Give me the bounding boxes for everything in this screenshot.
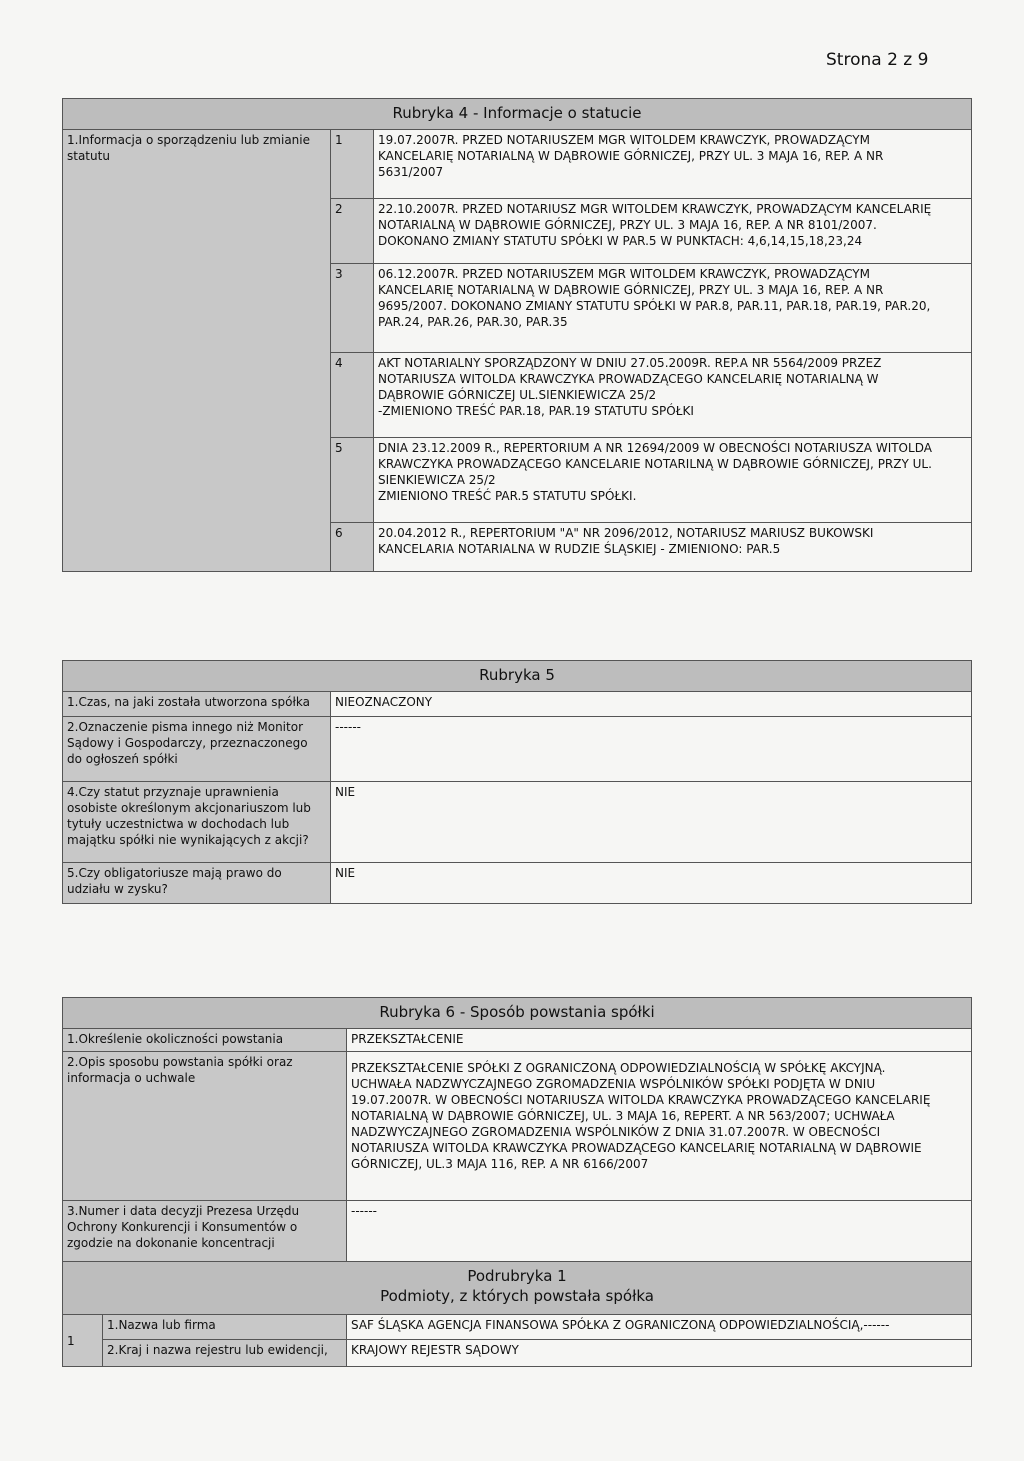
field-label: 5.Czy obligatoriusze mają prawo do udziału w zysku? [63,863,331,904]
field-label: 4.Czy statut przyznaje uprawnienia osobiste określonym akcjonariuszom lub tytuły uczestnictwa w dochodach lub majątku spółki nie wynikających z akcji? [63,782,331,863]
rubryka-5-title: Rubryka 5 [63,661,972,692]
field-label: 1.Czas, na jaki została utworzona spółka [63,692,331,717]
field-label: 2.Opis sposobu powstania spółki oraz informacja o uchwale [63,1052,347,1201]
entry-value: DNIA 23.12.2009 R., REPERTORIUM A NR 12694/2009 W OBECNOŚCI NOTARIUSZA WITOLDA KRAWCZYKA PROWADZĄCEGO KANCELARIE NOTARILNĄ W DĄBROWIE GÓRNICZEJ, PRZY UL. SIENKIEWICZA 25/2 ZMIENIONO TREŚĆ PAR.5 STATUTU SPÓŁKI. [374,438,972,523]
entry-value: 06.12.2007R. PRZED NOTARIUSZEM MGR WITOLDEM KRAWCZYK, PROWADZĄCYM KANCELARIĘ NOTARIALNĄ W DĄBROWIE GÓRNICZEJ, PRZY UL. 3 MAJA 16, REP. A NR 9695/2007. DOKONANO ZMIANY STATUTU SPÓŁKI W PAR.8, PAR.11, PAR.18, PAR.19, PAR.20, PAR.24, PAR.26, PAR.30, PAR.35 [374,264,972,353]
field-value: NIEOZNACZONY [331,692,972,717]
entry-number: 1 [331,130,374,199]
entry-number: 3 [331,264,374,353]
field-label: 2.Kraj i nazwa rejestru lub ewidencji, [103,1340,347,1367]
field-value: PRZEKSZTAŁCENIE SPÓŁKI Z OGRANICZONĄ ODPOWIEDZIALNOŚCIĄ W SPÓŁKĘ AKCYJNĄ. UCHWAŁA NADZWYCZAJNEGO ZGROMADZENIA WSPÓLNIKÓW SPÓŁKI PODJĘTA W DNIU 19.07.2007R. W OBECNOŚCI NOTARIUSZA WITOLDA KRAWCZYKA PROWADZĄCEGO KANCELARIĘ NOTARIALNĄ W DĄBROWIE GÓRNICZEJ, UL. 3 MAJA 16, REPERT. A NR 563/2007; UCHWAŁA NADZWYCZAJNEGO ZGROMADZENIA WSPÓLNIKÓW Z DNIA 31.07.2007R. W OBECNOŚCI NOTARIUSZA WITOLDA KRAWCZYKA PROWADZĄCEGO KANCELARIĘ NOTARIALNĄ W DĄBROWIE GÓRNICZEJ, UL.3 MAJA 116, REP. A NR 6166/2007 [347,1052,972,1201]
field-value: NIE [331,863,972,904]
rubryka-4-label: 1.Informacja o sporządzeniu lub zmianie statutu [63,130,331,572]
field-label: 1.Nazwa lub firma [103,1315,347,1340]
entry-number: 6 [331,523,374,572]
field-value: PRZEKSZTAŁCENIE [347,1029,972,1052]
field-label: 1.Określenie okoliczności powstania [63,1029,347,1052]
field-value: KRAJOWY REJESTR SĄDOWY [347,1340,972,1367]
entry-value: 22.10.2007R. PRZED NOTARIUSZ MGR WITOLDEM KRAWCZYK, PROWADZĄCYM KANCELARIĘ NOTARIALNĄ W DĄBROWIE GÓRNICZEJ, PRZY UL. 3 MAJA 16, REP. A NR 8101/2007. DOKONANO ZMIANY STATUTU SPÓŁKI W PAR.5 W PUNKTACH: 4,6,14,15,18,23,24 [374,199,972,264]
field-value: NIE [331,782,972,863]
entry-number: 5 [331,438,374,523]
entry-number: 4 [331,353,374,438]
entry-number: 2 [331,199,374,264]
field-value: ------ [347,1201,972,1262]
entry-value: 19.07.2007R. PRZED NOTARIUSZEM MGR WITOLDEM KRAWCZYK, PROWADZĄCYM KANCELARIĘ NOTARIALNĄ W DĄBROWIE GÓRNICZEJ, PRZY UL. 3 MAJA 16, REP. A NR 5631/2007 [374,130,972,199]
entry-value: 20.04.2012 R., REPERTORIUM "A" NR 2096/2012, NOTARIUSZ MARIUSZ BUKOWSKI KANCELARIA NOTARIALNA W RUDZIE ŚLĄSKIEJ - ZMIENIONO: PAR.5 [374,523,972,572]
field-value: SAF ŚLĄSKA AGENCJA FINANSOWA SPÓŁKA Z OGRANICZONĄ ODPOWIEDZIALNOŚCIĄ,------ [347,1315,972,1340]
subject-number: 1 [63,1315,103,1367]
entry-value: AKT NOTARIALNY SPORZĄDZONY W DNIU 27.05.2009R. REP.A NR 5564/2009 PRZEZ NOTARIUSZA WITOLDA KRAWCZYKA PROWADZĄCEGO KANCELARIĘ NOTARIALNĄ W DĄBROWIE GÓRNICZEJ UL.SIENKIEWICZA 25/2 -ZMIENIONO TREŚĆ PAR.18, PAR.19 STATUTU SPÓŁKI [374,353,972,438]
rubryka-4-title: Rubryka 4 - Informacje o statucie [63,99,972,130]
field-label: 3.Numer i data decyzji Prezesa Urzędu Ochrony Konkurencji i Konsumentów o zgodzie na dokonanie koncentracji [63,1201,347,1262]
field-value: ------ [331,717,972,782]
rubryka-4-table [62,98,972,572]
page-number: Strona 2 z 9 [826,50,929,70]
rubryka-6-title: Rubryka 6 - Sposób powstania spółki [63,998,972,1029]
rubryka-5-table [62,660,972,904]
rubryka-6-table [62,997,972,1367]
podrubryka-title: Podrubryka 1 Podmioty, z których powstała spółka [63,1262,972,1315]
field-label: 2.Oznaczenie pisma innego niż Monitor Sądowy i Gospodarczy, przeznaczonego do ogłoszeń spółki [63,717,331,782]
